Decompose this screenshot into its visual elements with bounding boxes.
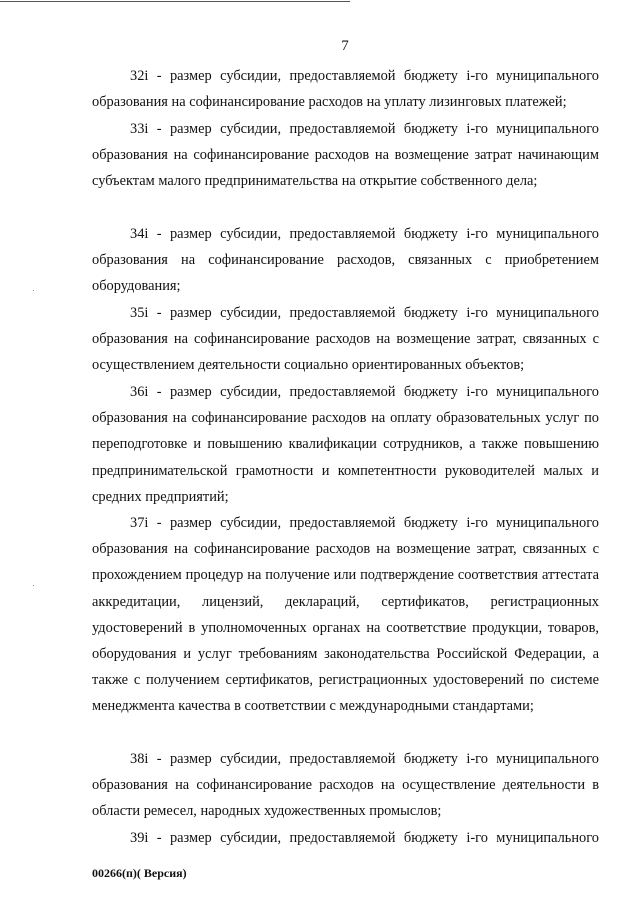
page-number: 7 [341,38,349,54]
scan-speck [33,290,34,291]
paragraph-39i: 39i - размер субсидии, предоставляемой бюджету i-го муниципального [130,830,599,846]
scan-speck [33,585,34,586]
document-code-footer [92,866,187,881]
top-scan-rule [0,1,350,2]
paragraph-38i: 38i - размер субсидии, предоставляемой бюджету i-го муниципального образования на софинансирование расходов на осуществление деятельности в области ремесел, народных художественных промыслов; [92,751,599,820]
paragraph-35i: 35i - размер субсидии, предоставляемой бюджету i-го муниципального образования на софинансирование расходов на возмещение затрат, связанных с осуществлением деятельности социально ориентированных объектов; [92,305,599,374]
paragraph-36i: 36i - размер субсидии, предоставляемой бюджету i-го муниципального образования на софинансирование расходов на оплату образовательных услуг по переподготовке и повышению квалификации сотрудников, а также повышению предпринимательской грамотности и компетентности руководителей малых и средних предприятий; [92,384,599,505]
paragraph-34i: 34i - размер субсидии, предоставляемой бюджету i-го муниципального образования на софинансирование расходов, связанных с приобретением оборудования; [92,226,599,295]
footer-version: ( Версия) [136,866,187,880]
paragraph-32i: 32i - размер субсидии, предоставляемой бюджету i-го муниципального образования на софинансирование расходов на уплату лизинговых платежей; [92,68,599,111]
footer-code: 00266(п) [92,866,137,880]
paragraph-33i: 33i - размер субсидии, предоставляемой бюджету i-го муниципального образования на софинансирование расходов на возмещение затрат начинающим субъектам малого предпринимательства на открытие собственного дела; [92,121,599,190]
paragraph-37i: 37i - размер субсидии, предоставляемой бюджету i-го муниципального образования на софинансирование расходов на возмещение затрат, связанных с прохождением процедур на получение или подтверждение соответствия аттестата аккредитации, лицензий, деклараций, сертификатов, регистрационных удостоверений в уполномоченных органах на соответствие продукции, товаров, оборудования и услуг требованиям законодательства Российской Федерации, а также с получением сертификатов, регистрационных удостоверений по системе менеджмента качества в соответствии с международными стандартами; [92,515,599,715]
